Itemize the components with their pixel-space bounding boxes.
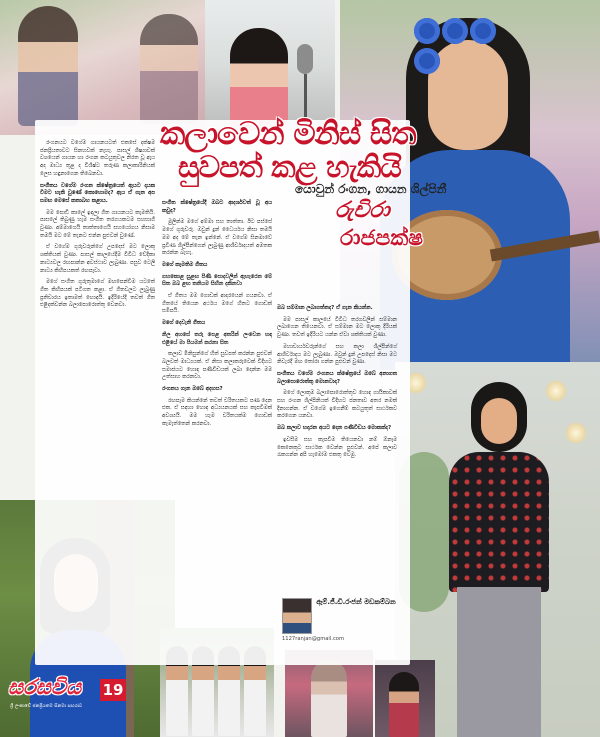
magazine-brand xyxy=(8,675,128,715)
author-name: ඇම්.ජී.ඩී.රංජන් මඩකම්බන xyxy=(316,598,396,606)
paragraph: මම පාසල් කාලයේ විවිධ තරගවලින් සම්මාන ලබාගෙන තියෙනවා. ඒ සම්මාන මට ලොකු දිරියක් වුණා. තවත් ඉදිරියට යන්න ඒවා ශක්තියක් වුණා. xyxy=(277,316,397,339)
song-lyrics: ගහකොළ සුළඟ පිණි පොදවලින් ඇහැරෙන මේ සිත ඔබ ළඟ තනියම සිහින දකිනවා xyxy=(162,273,272,288)
magazine-tagline: ශ්‍රී ලංකාවේ ජනප්‍රියතම සිනමා සඟරාව xyxy=(10,704,83,709)
paragraph: මුලින්ම මගේ අම්මා සහ තාත්තා. ඊට පස්සේ මගේ ගුරුවරු. ඔවුන් දුන් ධෛර්යය නිසා තමයි මම අද මේ තැන ඉන්නේ. ඒ වගේම සිනමාවේ ප්‍රවීණ ශිල්පීන්ගෙන් ලැබුණු ආශීර්වාදයත් අමතක කරන්න බැහැ. xyxy=(162,219,272,257)
subheading: මගේ කැමතිම ගීතය xyxy=(162,261,208,268)
paragraph: ඒ ගීතය මම ගොඩක් ආදරයෙන් ගයනවා. ඒ ගීතයේ තියෙන අර්ථය මගේ හිතට ගොඩක් සමීපයි. xyxy=(162,293,272,315)
photo-singer-microphone xyxy=(205,0,335,130)
headline-line-2: සුවපත් කළ හැකියි xyxy=(178,150,401,185)
question: රංගනය ගැන ඔබේ අදහස? xyxy=(162,386,223,393)
paragraph: රංගනයට වගේම ගායනයටත් එකසේ දක්ෂම ජනප්‍රියතාවට සිනහවක් නැහැ. පාසල් ශිෂ්‍යාවක් වශයෙන් ගායන හා රංගන කටයුතුවල නිරත වූ ඇය අද මාධ්‍ය තුළ ද විශිෂ්ට තරුණ කලාකාරිනියක් ලෙස හඳුනාගෙන තිබෙනවා. xyxy=(40,140,155,177)
song-lyrics: නිල අහසේ තරු පෙළ අතරින් ලංවෙන හඳ එළියේ මා පියමන් කරනා සිත xyxy=(162,331,272,346)
paragraph: කලාව මිනිසුන්ගේ හිත් සුවපත් කරන්න පුළුවන් බලවත් මාධ්‍යයක්. ඒ නිසා කලාකරුවෙක් විදිහට සමාජයට හොඳ පණිවිඩයක් ලබා දෙන්න මම උත්සාහ කරනවා. xyxy=(162,351,272,381)
photo-portraits-top-left xyxy=(0,0,235,135)
headline-line-1: කලාවෙන් මිනිස් සිත xyxy=(160,116,416,152)
paragraph: ඉවසීම සහ කැපවීම තියෙනවා නම් ඕනෑම කෙනෙකුට සාර්ථක වෙන්න පුළුවන්. අපේ කලාව රැකගන්න අපි හැමෝම එකතු වෙමු. xyxy=(277,436,397,459)
headline-name-last: රාජපක්ෂ xyxy=(340,226,424,251)
author-photo xyxy=(282,598,312,634)
question: සංගීතය වගේම රංගනය ක්ෂේත්‍රයේ ඔබේ අනාගත බලාපොරොත්තු මොනවාද? xyxy=(277,370,397,385)
page-number: 19 xyxy=(100,679,126,701)
article-column-1 xyxy=(40,140,155,512)
question: සංගීත ක්ෂේත්‍රයේදී ඔබට ආදර්ශවත් වූ අය කවුද? xyxy=(162,200,272,214)
paragraph: මම පොඩි කාලේ ඉඳලා ගීත ගායනයට කැමතියි. පාසලේ තිබුණු හැම සංගීත තරගයකටම සහභාගී වුණා. අම්මාගෙයි තාත්තාගෙයි සහයෝගය නිසාම තමයි මට මේ තැනට එන්න පුළුවන් වුණේ. xyxy=(40,209,155,239)
question: ඔබ කලාව හදාරන අයට දෙන පණිවිඩය මොකක්ද? xyxy=(277,425,392,432)
photo-drama-still xyxy=(375,660,435,737)
subheading: මගේ දෙවැනි ගීතය xyxy=(162,320,206,327)
author-byline xyxy=(280,598,398,654)
article-column-2 xyxy=(162,200,272,640)
question: සංගීතය වගේම රංගන ක්ෂේත්‍රයෙත් ඇයට දායක වීමට හැකි වුණේ කොහොමද? ඇය ඒ ගැන අප සමඟ මෙසේ කතාබහ කළාය. xyxy=(40,182,155,204)
paragraph: රඟපෑම කියන්නේ තවත් චරිතයකට පණ දෙන එක. ඒ සඳහා හොඳ අධ්‍යයනයක් සහ කැපවීමක් අවශ්‍යයි. මම හැම චරිතයක්ම ගොඩක් කැමැත්තෙන් කරනවා. xyxy=(162,397,272,427)
paragraph: මහාචාර්යවරුන්ගේ සහ කලා ශිල්පීන්ගේ ආශීර්වාදය මට ලැබුණා. ඔවුන් දුන් උපදෙස් නිසා මට නිවැරදි මඟ තෝරා ගන්න පුළුවන් වුණා. xyxy=(277,343,397,366)
paragraph: මගේ ලොකුම බලාපොරොත්තුව හොඳ ගායිකාවක් සහ රංගන ශිල්පිනියක් විදිහට ජනතාව අතර නමක් දිනාගන්න. ඒ වගේම ඉගෙනීම් කටයුතුත් සාර්ථකව කරගෙන යනවා. xyxy=(277,390,397,420)
paragraph: මගේ සංගීත ගුරුතුමාගේ මඟපෙන්වීම යටතේ ගීත කිහිපයක් පටිගත කළා. ඒ ගීතවලට ලැබුණු ප්‍රතිචාරය ඉතාමත් හොඳයි. ඉදිරියේදී තවත් ගීත එළිදක්වන්න බලාපොරොත්තු වෙනවා. xyxy=(40,279,155,309)
headline-subtitle: යොවුන් රංගන, ගායන ශිල්පිනී xyxy=(295,182,447,196)
paragraph: ඒ වගේම ගුරුවරුන්ගේ උපදෙස් මට ලොකු ශක්තියක් වුණා. පාසල් කාලයේදීම විවිධ වේදිකා නාට්‍යවල රඟපාන්න අවස්ථාව ලැබුණා. පසුව ටෙලි නාට්‍ය කිහිපයකත් රඟපෑවා. xyxy=(40,244,155,274)
magazine-logo: සරසවිය xyxy=(8,675,82,699)
author-email[interactable]: 1127ranjan@gmail.com xyxy=(282,636,345,642)
question: ඔබ සම්මාන ලබාගත්තද? ඒ ගැන කියන්න. xyxy=(277,305,373,311)
headline-name-first: රුචිරා xyxy=(335,198,390,223)
